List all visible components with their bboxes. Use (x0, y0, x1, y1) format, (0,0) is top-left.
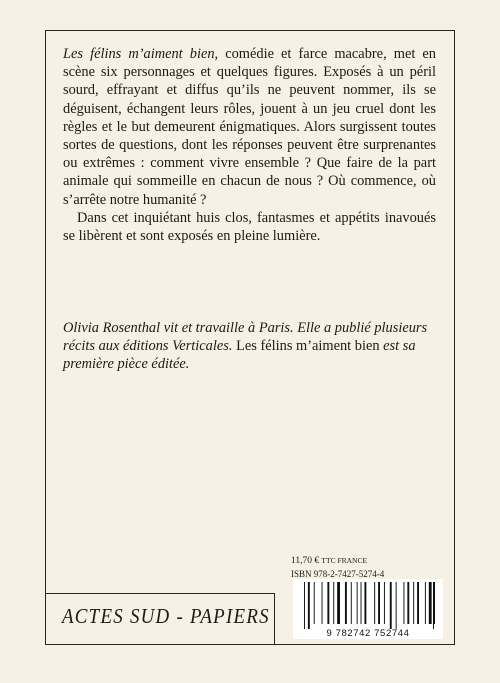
publisher-logo: ACTES SUD - PAPIERS (62, 604, 270, 628)
blurb-paragraph-1 (63, 45, 436, 209)
blurb-book-title: Les félins m’aiment bien (63, 46, 215, 62)
barcode (293, 579, 443, 639)
barcode-bar (374, 582, 375, 624)
barcode-bar (337, 582, 340, 624)
barcode-bar (327, 582, 329, 624)
barcode-bar (425, 582, 426, 624)
barcode-bar (308, 582, 310, 629)
author-bio-book-title: Les félins m’aiment bien (236, 338, 380, 355)
author-bio (63, 319, 436, 374)
barcode-bar (407, 582, 409, 624)
barcode-bar (351, 582, 352, 624)
barcode-bar (345, 582, 347, 624)
isbn: ISBN 978-2-7427-5274-4 (291, 568, 385, 579)
barcode-digits: 9 782742 752744 (326, 628, 410, 639)
barcode-bar (378, 582, 380, 624)
barcode-bar (390, 582, 392, 629)
blurb-paragraph-1-text: , comédie et farce macabre, met en scène six personnages et quelques figures. Exposés à un péril sourd, effrayant et diffus qu’ils ne peuvent nommer, ils se déguisent, échangent leurs rôles, jouent à un jeu cruel dont les règles et le but demeurent énigmatiques. Alors surgissent toutes sortes de questions, dont les réponses peuvent être surprenantes ou extrêmes : comment vivre ensemble ? Que faire de la part animale qui sommeille en chacun de nous ? Où commence, où s’arrête notre humanité ? (63, 46, 436, 208)
barcode-bar (413, 582, 414, 624)
barcode-bar (333, 582, 334, 624)
barcode-bar (433, 582, 434, 629)
barcode-bar (417, 582, 419, 624)
blurb-paragraph-2: Dans cet inquiétant huis clos, fantasmes et appétits inavoués se libèrent et sont exposés en pleine lumière. (63, 209, 436, 245)
barcode-bar (403, 582, 404, 624)
barcode-bar (396, 582, 397, 629)
price-block (291, 554, 441, 580)
barcode-bar (357, 582, 358, 624)
barcode-bar (429, 582, 432, 624)
barcode-bar (361, 582, 362, 624)
price-row (291, 554, 441, 568)
author-bio-text (63, 319, 436, 374)
price-label: TTC FRANCE (321, 556, 368, 565)
blurb (63, 45, 436, 245)
author-bio-suffix: est sa première pièce éditée. (63, 338, 416, 373)
barcode-bar (304, 582, 305, 629)
barcode-bar (384, 582, 385, 624)
barcode-bar (364, 582, 366, 624)
price-amount: 11,70 € (291, 556, 320, 566)
barcode-bar (322, 582, 323, 624)
author-bio-line: Olivia Rosenthal vit et travaille à Paris. Elle a publié plusieurs récits aux éditions Verticales. (63, 320, 428, 355)
barcode-bar (314, 582, 315, 624)
